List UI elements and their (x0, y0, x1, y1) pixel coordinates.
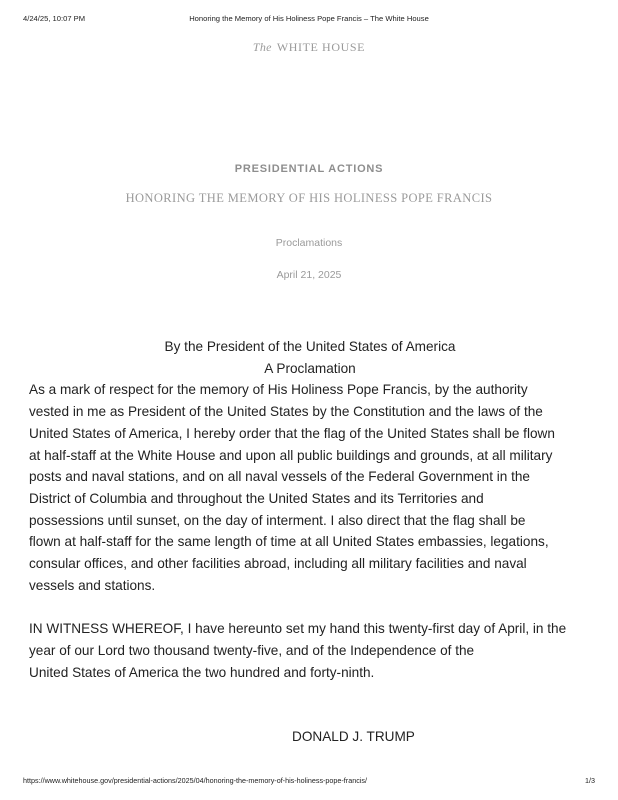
section-label[interactable]: PRESIDENTIAL ACTIONS (234, 163, 384, 175)
category-link-text[interactable]: Proclamations (275, 237, 343, 249)
proclamation-body (29, 336, 591, 683)
signature: DONALD J. TRUMP (292, 729, 415, 744)
text-line: flown at half-staff for the same length of time at all United States embassies, legations, (29, 534, 549, 550)
text-line: As a mark of respect for the memory of His Holiness Pope Francis, by the authority (29, 382, 528, 398)
text-line: consular offices, and other facilities abroad, including all military facilities and naval (29, 556, 527, 572)
print-header (23, 14, 595, 26)
paragraph-gap (29, 596, 591, 618)
text-line: United States of America the two hundred and forty-ninth. (29, 664, 375, 680)
text-line: vessels and stations. (29, 577, 156, 593)
page-number: 1/3 (585, 776, 595, 785)
category-link[interactable] (0, 237, 618, 249)
logo-prefix: The (252, 40, 272, 54)
white-house-logo[interactable] (0, 40, 618, 55)
paragraph-order (29, 379, 591, 596)
text-line: IN WITNESS WHEREOF, I have hereunto set my hand this twenty-first day of April, in the (29, 621, 567, 637)
print-doc-title: Honoring the Memory of His Holiness Pope Francis – The White House (189, 14, 429, 23)
page-title: HONORING THE MEMORY OF HIS HOLINESS POPE FRANCIS (125, 191, 493, 205)
print-url: https://www.whitehouse.gov/presidential-actions/2025/04/honoring-the-memory-of-his-holiness-pope-francis/ (23, 776, 367, 785)
logo-name: WHITE HOUSE (276, 40, 366, 54)
byline: By the President of the United States of America (164, 339, 456, 354)
print-footer (23, 776, 595, 788)
proclamation-subtitle: A Proclamation (264, 360, 356, 376)
text-line: at half-staff at the White House and upon all public buildings and grounds, at all military (29, 447, 553, 463)
text-line: United States of America, I hereby order that the flag of the United States shall be flown (29, 425, 555, 441)
paragraph-witness (29, 618, 591, 683)
text-line: year of our Lord two thousand twenty-five, and of the Independence of the (29, 642, 475, 658)
text-line: District of Columbia and throughout the United States and its Territories and (29, 490, 484, 506)
print-datetime: 4/24/25, 10:07 PM (23, 14, 86, 23)
text-line: possessions until sunset, on the day of interment. I also direct that the flag shall be (29, 512, 526, 528)
text-line: posts and naval stations, and on all naval vessels of the Federal Government in the (29, 469, 530, 485)
publish-date: April 21, 2025 (276, 269, 342, 281)
text-line: vested in me as President of the United States by the Constitution and the laws of the (29, 404, 543, 420)
